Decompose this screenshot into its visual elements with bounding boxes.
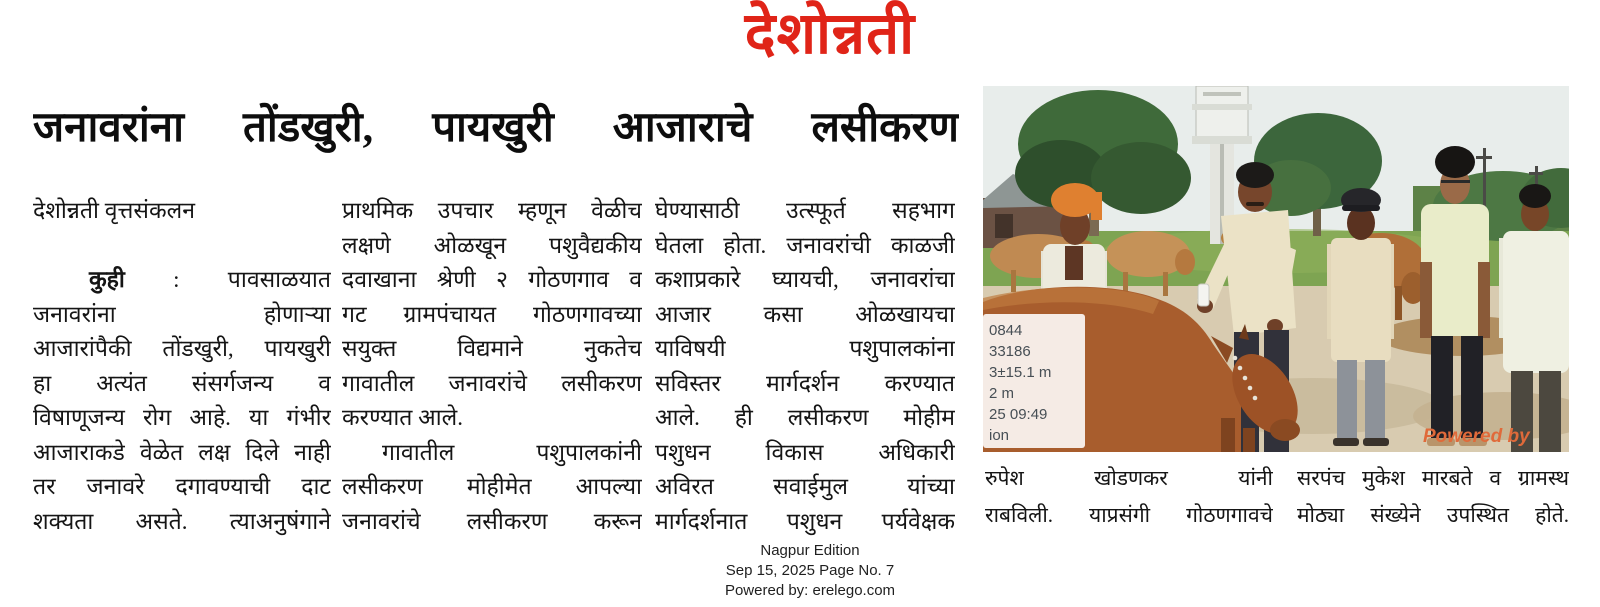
article-line: पशुधन विकास अधिकारी	[655, 439, 955, 465]
byline: देशोन्नती वृत्तसंकलन	[33, 198, 195, 223]
spacer	[33, 229, 331, 264]
vaccine-vial	[1198, 284, 1209, 306]
article-line: शक्यता असते. त्याअनुषंगाने	[33, 508, 331, 534]
article-line: तर जनावरे दगावण्याची दाट	[33, 474, 331, 499]
cow-muzzle	[1270, 419, 1300, 441]
article-photo	[983, 86, 1569, 452]
article-column-2	[342, 194, 642, 539]
caption-line: सरपंच मुकेश मारबते व ग्रामस्थ	[1297, 466, 1569, 490]
gps-line: 33186	[989, 343, 1031, 360]
gps-line: ion	[989, 427, 1010, 444]
page-footer	[620, 541, 1000, 601]
dateline-place: कुही	[89, 267, 125, 292]
article-line: कशाप्रकारे घ्यायची, जनावरांचा	[655, 267, 955, 292]
photo-caption-column-1	[985, 460, 1273, 534]
article-line: सविस्तर मार्गदर्शन करण्यात	[655, 370, 955, 396]
article-line: विषाणूजन्य रोग आहे. या गंभीर	[33, 405, 331, 430]
dateline-text: : पावसाळयात	[173, 267, 331, 292]
article-line: गट ग्रामपंचायत गोठणगावच्या	[342, 301, 642, 327]
article-line: लसीकरण मोहीमेत आपल्या	[342, 474, 642, 499]
gps-watermark	[983, 314, 1085, 448]
article-line: सयुक्त विद्यमाने नुकतेच	[342, 336, 642, 361]
caption-line: रुपेश खोडणकर यांनी	[985, 466, 1273, 490]
footer-date-page: Sep 15, 2025 Page No. 7	[725, 562, 895, 579]
cap-brim	[1342, 205, 1380, 211]
gps-line: 25 09:49	[989, 406, 1048, 423]
article-line: गावातील जनावरांचे लसीकरण	[342, 370, 642, 396]
article-column-3	[655, 194, 955, 539]
caption-line: राबविली. याप्रसंगी गोठणगावचे	[985, 503, 1273, 527]
article-line: मार्गदर्शनात पशुधन पर्यवेक्षक	[655, 508, 955, 534]
gps-line: 0844	[989, 322, 1023, 339]
article-line: दवाखाना श्रेणी २ गोठणगाव व	[342, 267, 642, 292]
article-line: लक्षणे ओळखून पशुवैद्यकीय	[342, 232, 642, 258]
article-line: जनावरांचे लसीकरण करून	[342, 508, 642, 534]
article-line: आजाराकडे वेळेत लक्ष दिले नाही	[33, 439, 331, 465]
article-line: करण्यात आले.	[342, 405, 464, 430]
article-line: आजारांपैकी तोंडखुरी, पायखुरी	[33, 336, 331, 361]
hair	[1519, 184, 1551, 208]
article-line: जनावरांना होणाऱ्या	[33, 301, 331, 327]
hair	[1236, 162, 1274, 188]
article-line: याविषयी पशुपालकांना	[655, 336, 955, 361]
article-line: आले. ही लसीकरण मोहीम	[655, 405, 955, 430]
article-line: हा अत्यंत संसर्गजन्य व	[33, 370, 331, 396]
turban-tail	[1091, 192, 1102, 220]
caption-line: मोठ्या संख्येने उपस्थित होते.	[1297, 503, 1569, 527]
photo-powered-by-watermark: Powered by	[1423, 426, 1530, 447]
photo-caption-column-2	[1297, 460, 1569, 534]
article-column-1	[33, 194, 331, 539]
footer-powered-by: Powered by: erelego.com	[724, 582, 896, 599]
article-line: प्राथमिक उपचार म्हणून वेळीच	[342, 198, 642, 223]
footer-edition: Nagpur Edition	[760, 542, 860, 559]
article-line: आजार कसा ओळखायचा	[655, 301, 955, 327]
article-line-dateline	[33, 263, 331, 298]
article-line: गावातील पशुपालकांनी	[382, 439, 642, 465]
article-line: अविरत सवाईमुल यांच्या	[655, 474, 955, 499]
gps-line: 2 m	[989, 385, 1015, 402]
article-line: घेतला होता. जनावरांची काळजी	[655, 232, 955, 258]
vaccination-photo-illustration	[983, 86, 1569, 452]
gps-line: 3±15.1 m	[989, 364, 1052, 381]
glasses	[1441, 180, 1470, 183]
hair	[1435, 146, 1475, 178]
article-headline: जनावरांना तोंडखुरी, पायखुरी आजाराचे लसीकरण	[33, 105, 959, 151]
article-line: घेण्यासाठी उत्स्फूर्त सहभाग	[655, 198, 955, 223]
newspaper-masthead: देशोन्नती	[744, 1, 916, 66]
